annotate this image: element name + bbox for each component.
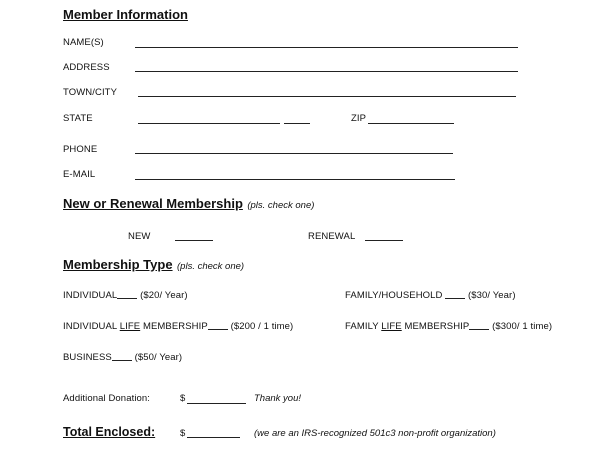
total-currency: $ xyxy=(180,428,186,439)
family-life-suffix: MEMBERSHIP xyxy=(404,321,470,332)
zip-input-line[interactable] xyxy=(368,123,454,124)
family-option xyxy=(345,290,516,301)
membership-type-heading-row xyxy=(63,256,244,274)
business-checkbox-line[interactable] xyxy=(112,360,132,361)
family-life-word: LIFE xyxy=(381,321,402,332)
new-label: NEW xyxy=(128,231,151,242)
phone-input-line[interactable] xyxy=(135,153,453,154)
individual-label: INDIVIDUAL xyxy=(63,290,118,301)
town-city-label: TOWN/CITY xyxy=(63,87,118,98)
individual-life-suffix: MEMBERSHIP xyxy=(142,321,208,332)
email-label: E-MAIL xyxy=(63,169,96,180)
individual-life-prefix: INDIVIDUAL xyxy=(63,321,117,332)
donation-currency: $ xyxy=(180,393,186,404)
family-life-prefix: FAMILY xyxy=(345,321,379,332)
names-label: NAME(S) xyxy=(63,37,104,48)
total-label: Total Enclosed: xyxy=(63,425,156,439)
individual-price: ($20/ Year) xyxy=(140,290,188,301)
address-input-line[interactable] xyxy=(135,71,518,72)
state-label: STATE xyxy=(63,113,93,124)
individual-life-price: ($200 / 1 time) xyxy=(230,321,294,332)
names-input-line[interactable] xyxy=(135,47,518,48)
total-amount-line[interactable] xyxy=(187,437,240,438)
individual-checkbox-line[interactable] xyxy=(117,298,137,299)
state-code-input-line[interactable] xyxy=(284,123,310,124)
individual-life-option xyxy=(63,321,293,332)
renewal-note: (pls. check one) xyxy=(247,200,315,211)
business-price: ($50/ Year) xyxy=(134,352,183,363)
donation-thanks: Thank you! xyxy=(254,393,301,404)
zip-label: ZIP xyxy=(351,113,367,124)
email-input-line[interactable] xyxy=(135,179,455,180)
family-label: FAMILY/HOUSEHOLD xyxy=(345,290,443,301)
membership-type-heading: Membership Type xyxy=(63,257,173,272)
total-note: (we are an IRS-recognized 501c3 non-profit organization) xyxy=(254,428,496,439)
member-info-heading: Member Information xyxy=(63,7,188,22)
family-life-price: ($300/ 1 time) xyxy=(492,321,553,332)
individual-option xyxy=(63,290,188,301)
renewal-heading: New or Renewal Membership xyxy=(63,196,243,211)
family-life-checkbox-line[interactable] xyxy=(469,329,489,330)
individual-life-word: LIFE xyxy=(119,321,141,332)
family-checkbox-line[interactable] xyxy=(445,298,465,299)
donation-amount-line[interactable] xyxy=(187,403,246,404)
individual-life-checkbox-line[interactable] xyxy=(208,329,228,330)
renewal-heading-row xyxy=(63,195,314,213)
membership-type-note: (pls. check one) xyxy=(177,261,245,272)
address-label: ADDRESS xyxy=(63,62,110,73)
renewal-checkbox-line[interactable] xyxy=(365,240,403,241)
business-option xyxy=(63,352,182,363)
family-price: ($30/ Year) xyxy=(468,290,516,301)
family-life-option xyxy=(345,321,552,332)
state-input-line[interactable] xyxy=(138,123,280,124)
business-label: BUSINESS xyxy=(63,352,112,363)
phone-label: PHONE xyxy=(63,144,98,155)
donation-label: Additional Donation: xyxy=(63,393,151,404)
town-city-input-line[interactable] xyxy=(138,96,516,97)
renewal-label: RENEWAL xyxy=(308,231,356,242)
new-checkbox-line[interactable] xyxy=(175,240,213,241)
